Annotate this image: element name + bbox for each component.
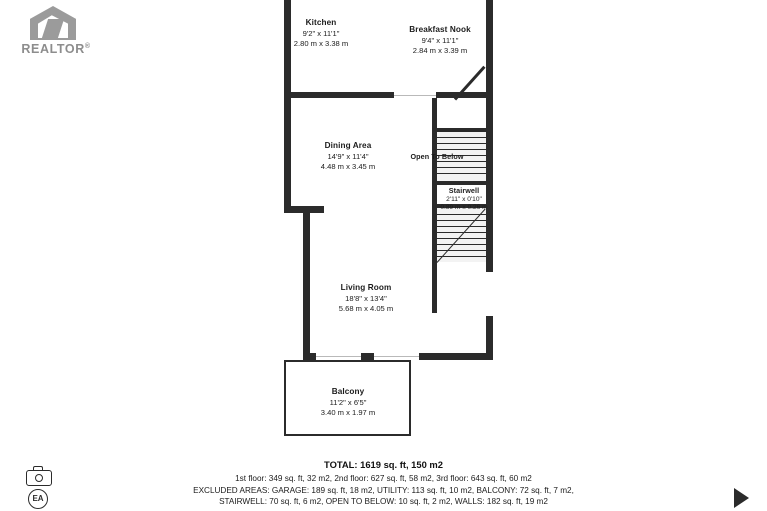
- stair-tread: [437, 256, 486, 257]
- room-dim-metric: 5.68 m x 4.05 m: [338, 303, 394, 313]
- room-name: Balcony: [331, 387, 365, 396]
- stair-tread: [437, 149, 486, 150]
- room-name: Breakfast Nook: [409, 25, 471, 34]
- room-name: Dining Area: [324, 141, 372, 150]
- room-name: Living Room: [340, 283, 392, 292]
- room-dim-metric: 2.84 m x 3.39 m: [412, 45, 468, 55]
- wall-stair-mid: [432, 181, 493, 185]
- room-dim-metric: 4.48 m x 3.45 m: [320, 161, 376, 171]
- room-dim-imperial: 11'2" x 6'5": [329, 397, 367, 407]
- stair-tread: [437, 143, 486, 144]
- room-dim-imperial: 2'11" x 0'10": [446, 195, 482, 203]
- room-label-kitchen: [266, 18, 376, 49]
- stair-tread: [437, 173, 486, 174]
- room-dim-imperial: 9'4" x 11'1": [421, 35, 459, 45]
- stair-tread: [437, 167, 486, 168]
- stair-tread: [437, 238, 486, 239]
- room-label-living-room: [307, 283, 425, 314]
- total-area: TOTAL: 1619 sq. ft, 150 m2: [324, 459, 443, 470]
- window-line-bottom-left: [316, 356, 361, 357]
- excluded-areas-line-1: EXCLUDED AREAS: GARAGE: 189 sq. ft, 18 m2, UTILITY: 113 sq. ft, 10 m2, BALCONY: 72 sq. ft, 7 m2,: [193, 485, 574, 495]
- room-dim-metric: 0.89 m x 0.26 m: [440, 204, 488, 212]
- area-summary: [0, 458, 767, 508]
- camera-icon-lens: [35, 474, 43, 482]
- room-label-balcony: [289, 387, 407, 418]
- camera-icon: [26, 466, 52, 486]
- floor-breakdown: 1st floor: 349 sq. ft, 32 m2, 2nd floor: 627 sq. ft, 58 m2, 3rd floor: 643 sq. ft, 60 m2: [235, 473, 532, 483]
- room-name: Open To Below: [410, 152, 464, 161]
- stair-tread: [437, 220, 486, 221]
- room-dim-metric: 2.80 m x 3.38 m: [293, 38, 349, 48]
- stair-tread: [437, 226, 486, 227]
- room-dim-imperial: 18'8" x 13'4": [345, 293, 387, 303]
- room-label-dining-area: [290, 141, 406, 172]
- stair-tread: [437, 137, 486, 138]
- realtor-registered-mark: ®: [84, 42, 91, 50]
- room-name: Kitchen: [305, 18, 337, 27]
- room-dim-imperial: 14'9" x 11'4": [327, 151, 369, 161]
- stair-tread: [437, 244, 486, 245]
- ea-badge: EA: [28, 489, 48, 509]
- excluded-areas-line-2: STAIRWELL: 70 sq. ft, 6 m2, OPEN TO BELOW: 10 sq. ft, 2 m2, WALLS: 182 sq. ft, 19 m2: [219, 497, 548, 507]
- stair-tread: [437, 250, 486, 251]
- room-label-open-to-below: [400, 152, 474, 162]
- opening-line-kitchen-dining: [394, 95, 436, 96]
- room-name: Stairwell: [448, 186, 480, 195]
- room-dim-metric: 3.40 m x 1.97 m: [320, 407, 376, 417]
- room-label-stairwell: [414, 186, 514, 213]
- window-line-bottom-right: [374, 356, 419, 357]
- room-label-breakfast-nook: [382, 25, 498, 56]
- play-arrow-icon[interactable]: [734, 488, 749, 508]
- wall-dining-living: [284, 206, 324, 213]
- realtor-wordmark-text: REALTOR: [21, 42, 85, 56]
- room-dim-imperial: 9'2" x 11'1": [302, 28, 340, 38]
- window-right-lower: [486, 272, 493, 316]
